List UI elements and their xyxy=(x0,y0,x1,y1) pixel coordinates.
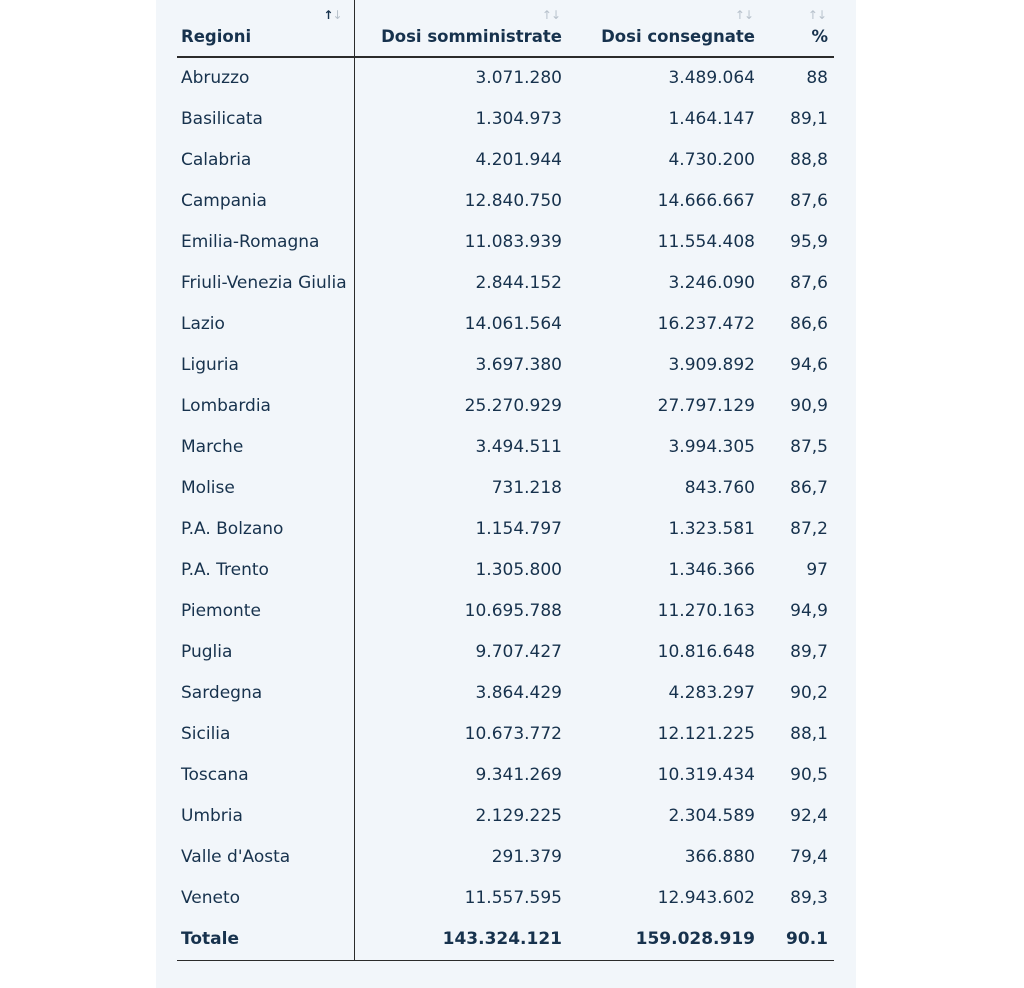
table-row xyxy=(177,386,834,427)
cell-delivered: 366.880 xyxy=(684,847,755,867)
total-cell-percent: 90.1 xyxy=(761,919,834,961)
cell-delivered: 4.730.200 xyxy=(668,150,755,170)
sort-icon[interactable]: ↑↓ xyxy=(323,8,342,22)
cell-percent: 90,5 xyxy=(790,765,828,785)
total-cell-administered: 143.324.121 xyxy=(354,919,568,961)
column-header-label: Regioni xyxy=(181,27,252,46)
cell-region: P.A. Bolzano xyxy=(177,509,354,550)
table-row xyxy=(177,304,834,345)
cell-delivered: 11.554.408 xyxy=(657,232,755,252)
cell-percent: 79,4 xyxy=(790,847,828,867)
sort-icon[interactable]: ↑↓ xyxy=(734,8,753,22)
cell-administered: 14.061.564 xyxy=(464,314,562,334)
cell-region: Umbria xyxy=(177,796,354,837)
table-row xyxy=(177,591,834,632)
table-row xyxy=(177,99,834,140)
cell-percent: 86,7 xyxy=(790,478,828,498)
column-header-percent[interactable] xyxy=(761,0,834,57)
cell-delivered: 12.121.225 xyxy=(657,724,755,744)
cell-region: Puglia xyxy=(177,632,354,673)
cell-percent: 90,9 xyxy=(790,396,828,416)
cell-administered: 291.379 xyxy=(491,847,562,867)
table-row xyxy=(177,878,834,919)
cell-region: Friuli-Venezia Giulia xyxy=(177,263,354,304)
table-row xyxy=(177,714,834,755)
sort-icon[interactable]: ↑↓ xyxy=(807,8,826,22)
cell-percent: 94,6 xyxy=(790,355,828,375)
cell-delivered: 3.909.892 xyxy=(668,355,755,375)
cell-administered: 11.083.939 xyxy=(464,232,562,252)
table-row xyxy=(177,222,834,263)
cell-percent: 88,1 xyxy=(790,724,828,744)
table-body xyxy=(177,57,834,961)
table-row xyxy=(177,796,834,837)
cell-administered: 2.129.225 xyxy=(475,806,562,826)
cell-administered: 3.864.429 xyxy=(475,683,562,703)
cell-region: P.A. Trento xyxy=(177,550,354,591)
cell-administered: 11.557.595 xyxy=(464,888,562,908)
cell-percent: 87,5 xyxy=(790,437,828,457)
table-row xyxy=(177,345,834,386)
cell-region: Toscana xyxy=(177,755,354,796)
cell-percent: 89,7 xyxy=(790,642,828,662)
column-header-administered[interactable] xyxy=(354,0,568,57)
cell-region: Marche xyxy=(177,427,354,468)
cell-delivered: 4.283.297 xyxy=(668,683,755,703)
cell-region: Basilicata xyxy=(177,99,354,140)
cell-percent: 89,1 xyxy=(790,109,828,129)
cell-delivered: 3.489.064 xyxy=(668,68,755,88)
cell-delivered: 16.237.472 xyxy=(657,314,755,334)
cell-region: Lazio xyxy=(177,304,354,345)
cell-region: Calabria xyxy=(177,140,354,181)
cell-administered: 9.341.269 xyxy=(475,765,562,785)
cell-delivered: 3.994.305 xyxy=(668,437,755,457)
cell-administered: 10.695.788 xyxy=(464,601,562,621)
table-row xyxy=(177,181,834,222)
cell-region: Emilia-Romagna xyxy=(177,222,354,263)
cell-administered: 12.840.750 xyxy=(464,191,562,211)
cell-administered: 1.305.800 xyxy=(475,560,562,580)
table-row xyxy=(177,755,834,796)
cell-region: Abruzzo xyxy=(177,57,354,99)
cell-percent: 87,2 xyxy=(790,519,828,539)
sort-icon[interactable]: ↑↓ xyxy=(541,8,560,22)
cell-region: Liguria xyxy=(177,345,354,386)
cell-delivered: 1.464.147 xyxy=(668,109,755,129)
header-row xyxy=(177,0,834,57)
cell-percent: 87,6 xyxy=(790,273,828,293)
table-row xyxy=(177,468,834,509)
cell-administered: 3.697.380 xyxy=(475,355,562,375)
cell-region: Lombardia xyxy=(177,386,354,427)
cell-percent: 92,4 xyxy=(790,806,828,826)
cell-administered: 25.270.929 xyxy=(464,396,562,416)
table-row xyxy=(177,427,834,468)
column-header-delivered[interactable] xyxy=(568,0,761,57)
cell-percent: 86,6 xyxy=(790,314,828,334)
column-header-label: Dosi consegnate xyxy=(601,27,755,46)
cell-delivered: 27.797.129 xyxy=(657,396,755,416)
table-row xyxy=(177,509,834,550)
cell-region: Sicilia xyxy=(177,714,354,755)
cell-percent: 90,2 xyxy=(790,683,828,703)
cell-administered: 4.201.944 xyxy=(475,150,562,170)
cell-region: Valle d'Aosta xyxy=(177,837,354,878)
cell-region: Molise xyxy=(177,468,354,509)
cell-delivered: 11.270.163 xyxy=(657,601,755,621)
table-row xyxy=(177,632,834,673)
cell-delivered: 1.323.581 xyxy=(668,519,755,539)
cell-region: Piemonte xyxy=(177,591,354,632)
cell-delivered: 843.760 xyxy=(684,478,755,498)
column-header-label: % xyxy=(811,27,828,46)
total-row xyxy=(177,919,834,961)
cell-administered: 10.673.772 xyxy=(464,724,562,744)
table-row xyxy=(177,673,834,714)
cell-percent: 97 xyxy=(806,560,828,580)
cell-delivered: 10.816.648 xyxy=(657,642,755,662)
total-cell-label: Totale xyxy=(177,919,354,961)
cell-region: Campania xyxy=(177,181,354,222)
table-row xyxy=(177,57,834,99)
table-header xyxy=(177,0,834,57)
cell-administered: 1.154.797 xyxy=(475,519,562,539)
cell-region: Veneto xyxy=(177,878,354,919)
vaccine-doses-table xyxy=(177,0,834,961)
cell-administered: 2.844.152 xyxy=(475,273,562,293)
cell-administered: 1.304.973 xyxy=(475,109,562,129)
cell-administered: 3.494.511 xyxy=(475,437,562,457)
cell-administered: 9.707.427 xyxy=(475,642,562,662)
cell-delivered: 1.346.366 xyxy=(668,560,755,580)
cell-percent: 87,6 xyxy=(790,191,828,211)
cell-delivered: 2.304.589 xyxy=(668,806,755,826)
cell-percent: 88 xyxy=(806,68,828,88)
column-header-label: Dosi somministrate xyxy=(381,27,562,46)
cell-administered: 3.071.280 xyxy=(475,68,562,88)
cell-region: Sardegna xyxy=(177,673,354,714)
cell-percent: 94,9 xyxy=(790,601,828,621)
cell-delivered: 3.246.090 xyxy=(668,273,755,293)
table-row xyxy=(177,140,834,181)
cell-delivered: 10.319.434 xyxy=(657,765,755,785)
table-row xyxy=(177,837,834,878)
column-header-region[interactable] xyxy=(177,0,354,57)
cell-percent: 88,8 xyxy=(790,150,828,170)
table-row xyxy=(177,263,834,304)
cell-percent: 95,9 xyxy=(790,232,828,252)
total-cell-delivered: 159.028.919 xyxy=(568,919,761,961)
cell-delivered: 14.666.667 xyxy=(657,191,755,211)
table-row xyxy=(177,550,834,591)
cell-administered: 731.218 xyxy=(491,478,562,498)
cell-delivered: 12.943.602 xyxy=(657,888,755,908)
cell-percent: 89,3 xyxy=(790,888,828,908)
